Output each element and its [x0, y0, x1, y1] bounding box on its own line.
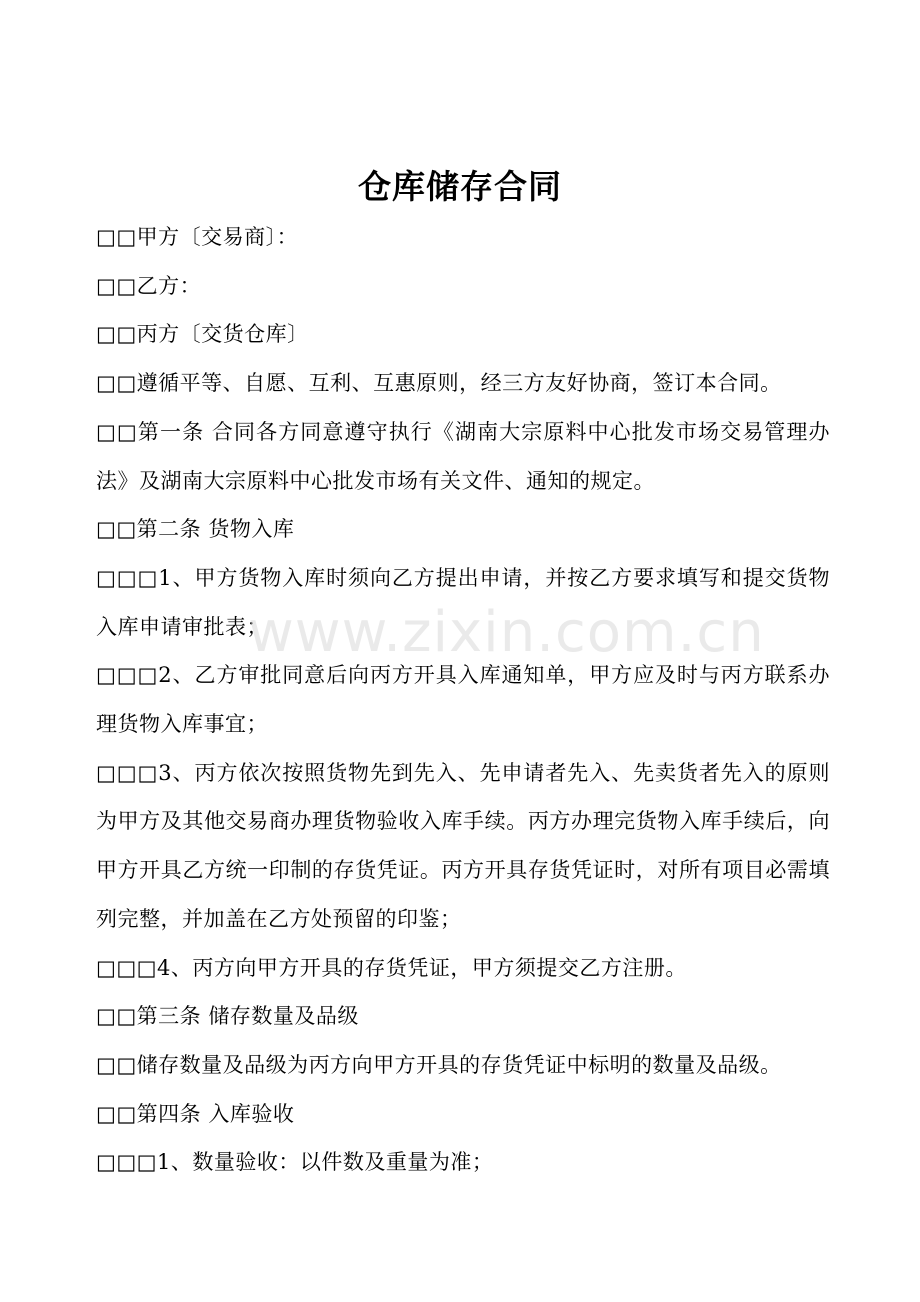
clause-party-a: □□甲方〔交易商〕：: [96, 225, 299, 249]
clause-article-2-item-1: □□□1、甲方货物入库时须向乙方提出申请，并按乙方要求填写和提交货物入库申请审批表；: [96, 565, 830, 639]
clause-party-b: □□乙方：: [96, 273, 202, 298]
clause-article-3-heading: □□第三条 储存数量及品级: [96, 1004, 359, 1029]
clause-article-3-body: □□储存数量及品级为丙方向甲方开具的存货凭证中标明的数量及品级。: [96, 1052, 782, 1077]
clause-party-c: □□丙方〔交货仓库〕: [96, 322, 309, 347]
clause-principles: □□遵循平等、自愿、互利、互惠原则，经三方友好协商，签订本合同。: [96, 371, 782, 396]
site-watermark: www.zixin.com.cn: [248, 600, 765, 665]
clause-article-4-heading: □□第四条 入库验收: [96, 1101, 295, 1126]
document-title: 仓库储存合同: [358, 167, 562, 206]
clause-article-1: □□第一条 合同各方同意遵守执行《湖南大宗原料中心批发市场交易管理办法》及湖南大宗原料中心批发市场有关文件、通知的规定。: [96, 419, 830, 493]
clause-article-2-item-3: □□□3、丙方依次按照货物先到先入、先申请者先入、先卖货者先入的原则为甲方及其他交易商办理货物验收入库手续。丙方办理完货物入库手续后，向甲方开具乙方统一印制的存货凭证。丙方开具存货凭证时，对所有项目必需填列完整，并加盖在乙方处预留的印鉴；: [96, 760, 830, 931]
clause-article-2-heading: □□第二条 货物入库: [96, 517, 295, 542]
document-body: [96, 213, 830, 1187]
clause-article-4-item-1: □□□1、数量验收：以件数及重量为准；: [96, 1150, 494, 1175]
clause-article-2-item-4: □□□4、丙方向甲方开具的存货凭证，甲方须提交乙方注册。: [96, 955, 687, 980]
clause-article-2-item-2: □□□2、乙方审批同意后向丙方开具入库通知单，甲方应及时与丙方联系办理货物入库事宜；: [96, 663, 830, 737]
